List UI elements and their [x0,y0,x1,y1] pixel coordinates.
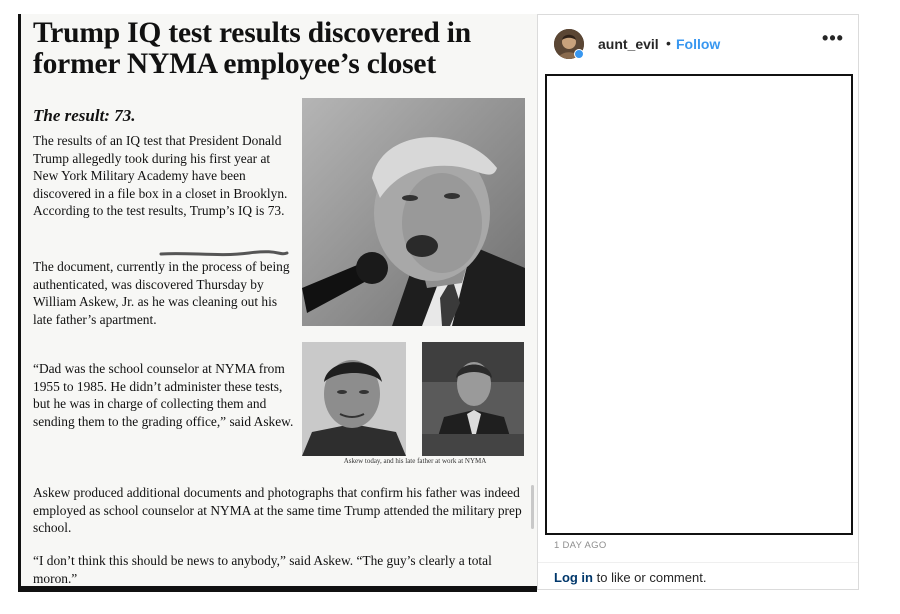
post-panel [537,14,859,590]
photo-caption: Askew today, and his late father at work at NYMA [343,457,487,465]
scrollbar[interactable] [531,485,534,529]
separator-dot: • [666,35,671,51]
login-link[interactable]: Log in [554,570,593,585]
comments-area[interactable] [545,74,853,535]
follow-button[interactable]: Follow [676,36,721,52]
username-link[interactable]: aunt_evil [598,36,659,52]
login-suffix: to like or comment. [593,570,707,585]
post-timestamp: 1 DAY AGO [554,540,607,551]
scribble-underline [159,250,289,258]
paragraph-1-text: The results of an IQ test that President Donald Trump allegedly took during his first year at New York Military Academy have been discovered in a file box in a closet in Brooklyn. According to the test results, [33,133,288,219]
askew-today-photo [302,342,406,456]
article-clipping [18,14,537,590]
article-paragraph-3: “Dad was the school counselor at NYMA from 1955 to 1985. He didn’t administer these tests, but he was in charge of collecting them and sending them to the grading office,” said Askew. [33,361,294,429]
trump-photo [302,98,525,326]
clipping-bottom-border [18,586,537,592]
article-headline: Trump IQ test results discovered in former NYMA employee’s closet [33,17,471,80]
underlined-iq-text: Trump’s IQ is 73. [189,203,285,219]
article-paragraph-1 [33,132,295,220]
post-header [538,15,858,73]
verified-badge-icon [574,49,584,59]
askew-father-photo [422,342,524,456]
article-result: The result: 73. [33,106,136,125]
article-paragraph-2: The document, currently in the process of being authenticated, was discovered Thursday by William Askew, Jr. as he was cleaning out his late father’s apartment. [33,259,290,327]
article-paragraph-5: “I don’t think this should be news to anybody,” said Askew. “The guy’s clearly a total moron.” [33,553,492,586]
divider [538,562,858,563]
article-paragraph-4: Askew produced additional documents and photographs that confirm his father was indeed employed as school counselor at NYMA at the same time Trump attended the military prep school. [33,485,522,536]
login-prompt [554,570,706,585]
more-options-icon[interactable]: ••• [822,28,844,48]
